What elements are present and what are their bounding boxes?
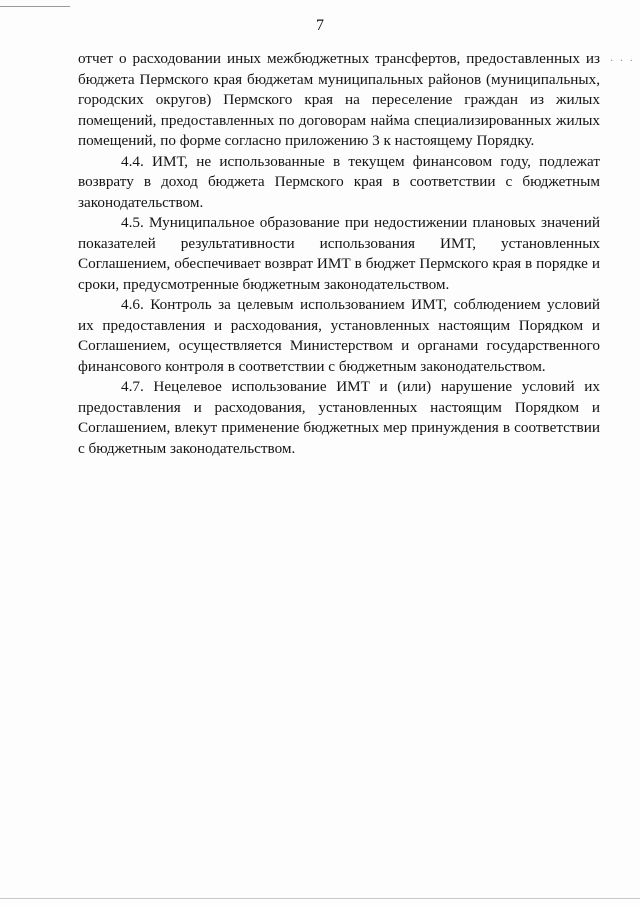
scan-edge-line-bottom xyxy=(0,898,640,899)
scan-artifact-dots: · · · xyxy=(610,56,635,67)
paragraph-4-7: 4.7. Нецелевое использование ИМТ и (или) нарушение условий их предоставления и расходования, установленных настоящим Порядком и Соглашением, влекут применение бюджетных мер принуждения в соответствии с бюджетным законодательством. xyxy=(78,378,600,457)
paragraph-4-6: 4.6. Контроль за целевым использованием ИМТ, соблюдением условий их предоставления и расходования, установленных настоящим Порядком и Соглашением, осуществляется Министерством и органами государственного финансового контроля в соответствии с бюджетным законодательством. xyxy=(78,296,600,375)
document-body xyxy=(78,49,600,459)
paragraph-continuation: отчет о расходовании иных межбюджетных трансфертов, предоставленных из бюджета Пермского края бюджетам муниципальных районов (муниципальных, городских округов) Пермского края на переселение граждан из жилых помещений, предоставленных по договорам найма специализированных жилых помещений, по форме согласно приложению 3 к настоящему Порядку. xyxy=(78,50,600,149)
page-number: 7 xyxy=(316,17,324,34)
paragraph-4-4: 4.4. ИМТ, не использованные в текущем финансовом году, подлежат возврату в доход бюджета Пермского края в соответствии с бюджетным законодательством. xyxy=(78,152,600,211)
scan-edge-line xyxy=(0,6,70,7)
paragraph-4-5: 4.5. Муниципальное образование при недостижении плановых значений показателей результативности использования ИМТ, установленных Соглашением, обеспечивает возврат ИМТ в бюджет Пермского края в порядке и сроки, предусмотренные бюджетным законодательством. xyxy=(78,214,600,293)
